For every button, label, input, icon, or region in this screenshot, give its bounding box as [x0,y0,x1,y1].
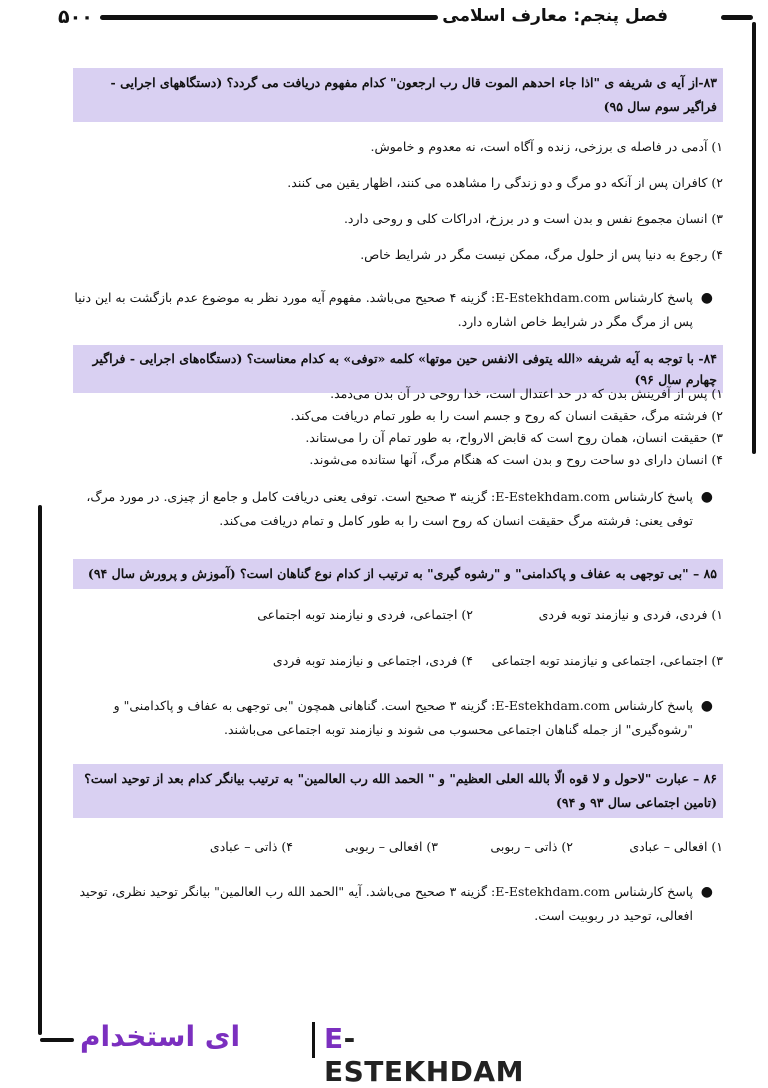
bullet-icon: ● [700,698,713,714]
logo-english [324,1022,524,1088]
question-83-options [73,136,723,336]
right-margin-bar [752,22,756,454]
question-85 [73,559,723,589]
logo-e: E [324,1022,344,1055]
option-3: ۳) انسان مجموع نفس و بدن است و در برزخ، ادراکات کلی و روحی دارد. [343,211,723,226]
option-1: ۱) پس از آفرینش بدن که در حد اعتدال است، خدا روحی در آن بدن می‌دمد. [330,386,723,401]
question-86-options [73,836,723,946]
question-84-text: ۸۴- با توجه به آیه شریفه «الله یتوفی الانفس حین موتها» کلمه «توفی» به کدام معناست؟ (دستگاه‌های اجرایی - فراگیر چهارم سال ۹۶) [73,345,723,393]
question-86 [73,764,723,818]
option-2: ۲) اجتماعی، فردی و نیازمند توبه اجتماعی [257,607,473,622]
option-1: ۱) فردی، فردی و نیازمند توبه فردی [538,607,723,622]
option-1: ۱) آدمی در فاصله ی برزخی، زنده و آگاه است، نه معدوم و خاموش. [370,139,723,154]
footer-dash [40,1038,74,1042]
option-4: ۴) رجوع به دنیا پس از حلول مرگ، ممکن نیست مگر در شرایط خاص. [360,247,723,262]
option-4: ۴) انسان دارای دو ساحت روح و بدن است که هنگام مرگ، آنها ستانده می‌شوند. [309,452,723,467]
answer-85 [73,694,713,742]
answer-83 [73,286,713,334]
page-number: ۵۰۰ [58,6,93,28]
question-83 [73,68,723,122]
bullet-icon: ● [700,290,713,306]
logo-rest: -ESTEKHDAM [324,1022,524,1088]
header-rule [100,15,438,20]
option-2: ۲) ذاتی – ربوبی [490,839,573,854]
answer-85-text: پاسخ کارشناس E-Estekhdam.com: گزینه ۳ صحیح است. گناهانی همچون "بی توجهی به عفاف و پاکدامنی" و "رشوه‌گیری" از جمله گناهان اجتماعی محسوب می شوند و نیازمند توبه اجتماعی می‌باشند. [113,698,693,737]
answer-84 [73,485,713,533]
logo-separator [312,1022,315,1058]
logo-persian: ای استخدام [80,1020,241,1053]
answer-86 [73,880,713,928]
answer-86-text: پاسخ کارشناس E-Estekhdam.com: گزینه ۳ صحیح می‌باشد. آیه "الحمد الله رب العالمین" بیانگر توحید نظری، توحید افعالی، توحید در ربوبیت است. [79,884,693,923]
option-4: ۴) ذاتی – عبادی [209,839,293,854]
footer-logo [40,1020,524,1088]
answer-84-text: پاسخ کارشناس E-Estekhdam.com: گزینه ۳ صحیح است. توفی یعنی دریافت کامل و جامع از چیزی. در مورد مرگ، توفی یعنی: فرشته مرگ حقیقت انسان که روح است را به طور کامل و تمام دریافت می‌کند. [86,489,693,528]
option-3: ۳) افعالی – ربوبی [344,839,438,854]
corner-dash [721,15,753,20]
option-2: ۲) فرشته مرگ، حقیقت انسان که روح و جسم است را به طور تمام دریافت می‌کند. [290,408,723,423]
question-85-text: ۸۵ – "بی توجهی به عفاف و پاکدامنی" و "رشوه گیری" به ترتیب از کدام نوع گناهان است؟ (آموزش و پرورش سال ۹۴) [73,559,723,589]
answer-83-text: پاسخ کارشناس E-Estekhdam.com: گزینه ۴ صحیح می‌باشد. مفهوم آیه مورد نظر به موضوع عدم بازگشت به این دنیا پس از مرگ مگر در شرایط خاص اشاره دارد. [74,290,693,329]
option-2: ۲) کافران پس از آنکه دو مرگ و دو زندگی را مشاهده می کنند، اظهار یقین می کنند. [287,175,723,190]
bullet-icon: ● [700,884,713,900]
question-83-text: ۸۳-از آیه ی شریفه ی "اذا جاء احدهم الموت قال رب ارجعون" کدام مفهوم دریافت می گردد؟ (دستگاههای اجرایی - فراگیر سوم سال ۹۵) [73,68,723,122]
option-4: ۴) فردی، اجتماعی و نیازمند توبه فردی [272,653,473,668]
question-84-options [73,383,723,543]
question-86-text: ۸۶ – عبارت "لاحول و لا قوه الّا بالله العلی العظیم" و " الحمد الله رب العالمین" به ترتیب بیانگر کدام بعد از توحید است؟ (تامین اجتماعی سال ۹۳ و ۹۴) [73,764,723,818]
left-margin-bar [38,505,42,1035]
question-85-options [73,604,723,754]
option-3: ۳) اجتماعی، اجتماعی و نیازمند توبه اجتماعی [491,653,723,668]
chapter-title: فصل پنجم: معارف اسلامی [442,6,668,26]
bullet-icon: ● [700,489,713,505]
option-3: ۳) حقیقت انسان، همان روح است که قابض الارواح، به طور تمام آن را می‌ستاند. [305,430,723,445]
option-1: ۱) افعالی – عبادی [629,839,723,854]
